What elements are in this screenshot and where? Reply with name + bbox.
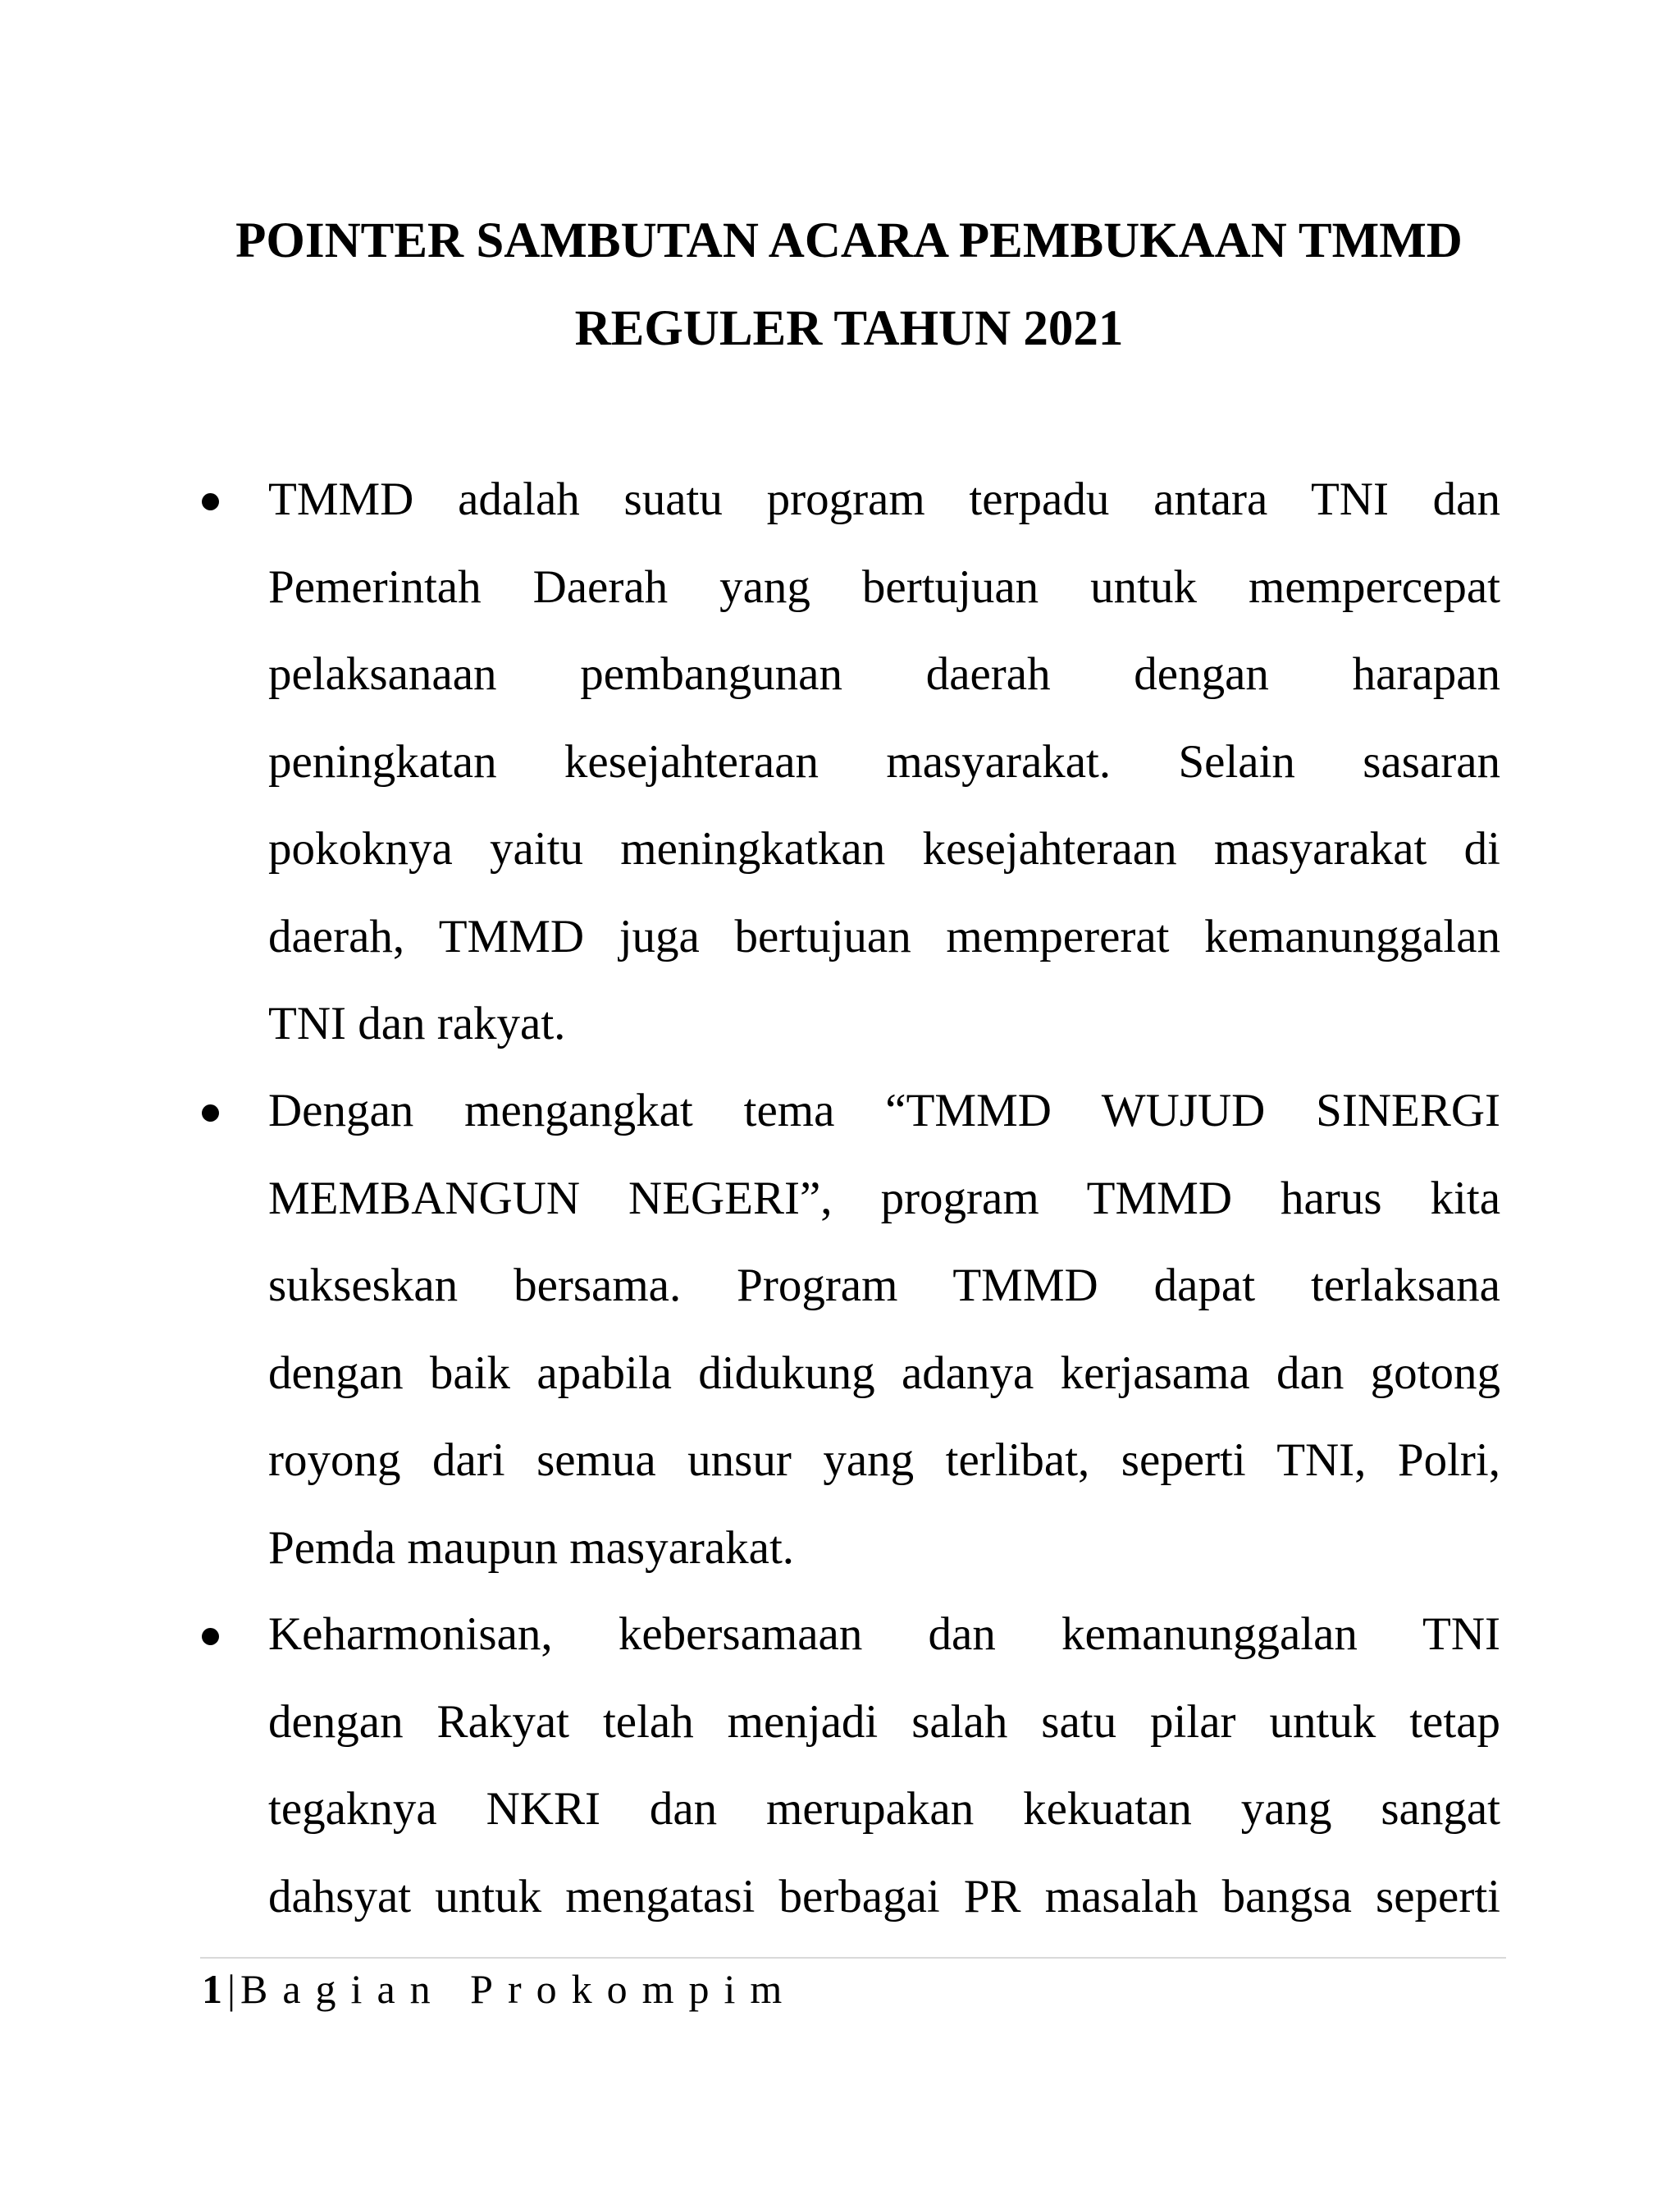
bullet-dot-icon [202,493,219,510]
title-line-1: POINTER SAMBUTAN ACARA PEMBUKAAN TMMD [235,213,1463,268]
text-line: dahsyat untuk mengatasi berbagai PR masalah bangsa seperti [268,1870,1500,1923]
text-line: Keharmonisan, kebersamaan dan kemanunggalan TNI [268,1608,1500,1660]
text-line: MEMBANGUN NEGERI”, program TMMD harus kita [268,1172,1500,1224]
text-line: sukseskan bersama. Program TMMD dapat terlaksana [268,1260,1500,1311]
title-line-2: REGULER TAHUN 2021 [574,301,1124,356]
text-line: tegaknya NKRI dan merupakan kekuatan yang sangat [268,1783,1500,1835]
text-line: TNI dan rakyat. [268,998,566,1049]
bullet-dot-icon [202,1628,219,1645]
bullet-paragraph-1 [268,456,1500,1068]
footer-separator: | [227,1966,236,2012]
text-line: Pemerintah Daerah yang bertujuan untuk mempercepat [268,560,1500,613]
bullet-paragraph-2 [268,1068,1500,1592]
text-line: TMMD adalah suatu program terpadu antara TNI dan [268,473,1500,525]
text-line: Pemda maupun masyarakat. [268,1521,795,1574]
page-number: 1 [202,1966,222,2012]
footer-department: Bagian Prokompim [240,1966,797,2012]
text-line: pokoknya yaitu meningkatkan kesejahteraan masyarakat di [268,823,1500,875]
text-line: dengan Rakyat telah menjadi salah satu pilar untuk tetap [268,1695,1500,1748]
text-line: royong dari semua unsur yang terlibat, seperti TNI, Polri, [268,1434,1500,1486]
bullet-paragraph-3 [268,1591,1500,1941]
text-line: dengan baik apabila didukung adanya kerjasama dan gotong [268,1346,1500,1399]
bullet-dot-icon [202,1104,219,1122]
text-line: peningkatan kesejahteraan masyarakat. Selain sasaran [268,735,1500,788]
text-line: daerah, TMMD juga bertujuan mempererat kemanunggalan [268,910,1500,962]
text-line: pelaksanaan pembangunan daerah dengan harapan [268,648,1500,700]
text-line: Dengan mengangkat tema “TMMD WUJUD SINERGI [268,1085,1500,1136]
footer-divider [200,1957,1506,1959]
page-footer [202,1964,797,2014]
